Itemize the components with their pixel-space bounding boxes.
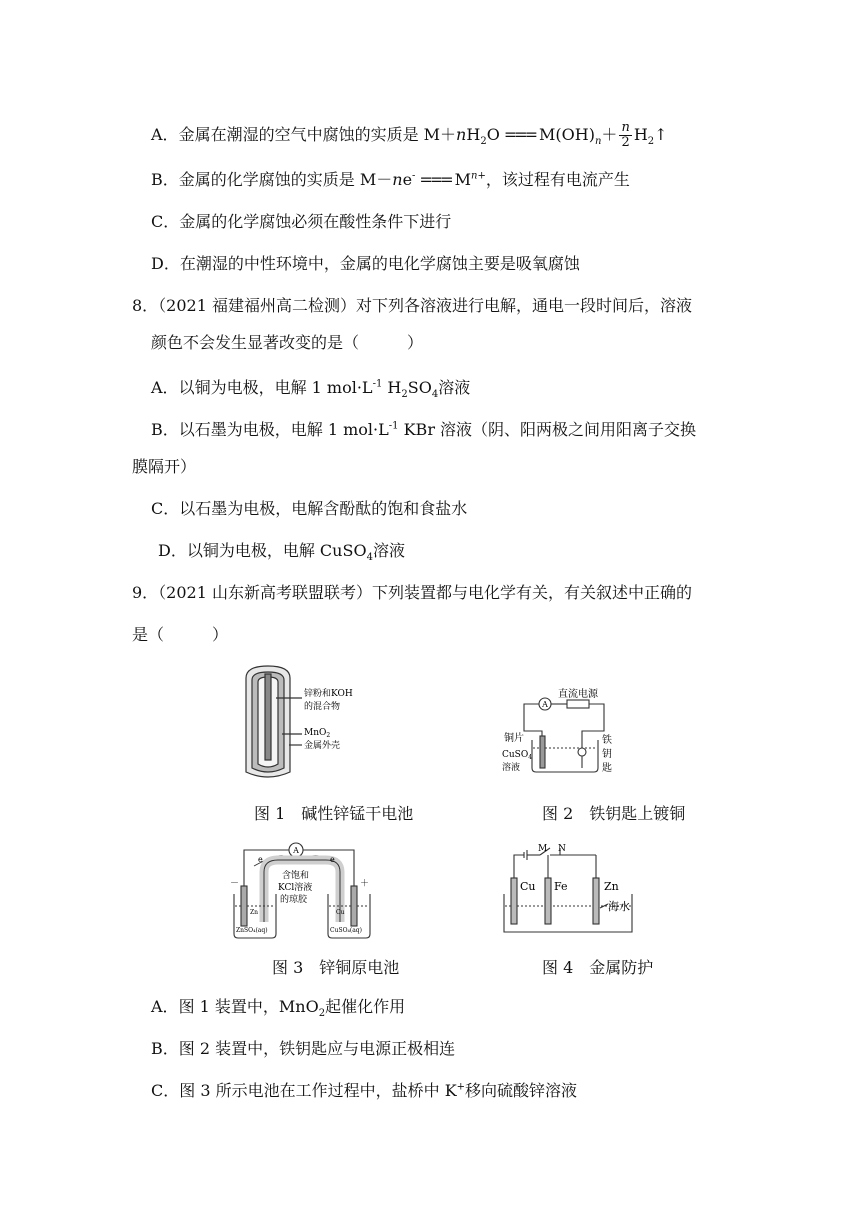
formula-n: n xyxy=(456,125,467,144)
figure-1-label-mno2: MnO$_2$ xyxy=(304,728,331,739)
figure-2-electroplating xyxy=(496,686,631,781)
formula-n: n xyxy=(392,170,403,189)
q9-stem: 9．（2021 山东新高考联盟联考）下列装置都与电化学有关，有关叙述中正确的 xyxy=(132,583,692,602)
option-text: 以铜为电极，电解 CuSO xyxy=(186,541,367,560)
figure-3-salt-bridge-label: KCl溶液 xyxy=(278,883,313,893)
formula-h2: H xyxy=(633,125,648,144)
option-label: A． xyxy=(151,378,179,397)
option-label: B． xyxy=(151,420,179,439)
figure-2-key-label: 匙 xyxy=(602,763,612,774)
formula-sup: - xyxy=(412,170,416,182)
formula-o: O xyxy=(486,125,500,144)
formula-sub: 4 xyxy=(431,389,439,401)
figure-3-electron-label: e xyxy=(258,855,263,864)
figure-1-dry-battery xyxy=(238,664,388,794)
figure-2-caption: 图 2 铁钥匙上镀铜 xyxy=(542,804,686,823)
figure-2-copper-label: 铜片 xyxy=(504,733,524,744)
formula-sub-n: n xyxy=(594,136,602,148)
q7-option-d[interactable] xyxy=(151,253,580,275)
figure-2-key-label: 钥 xyxy=(602,749,612,760)
equals-sign: === xyxy=(503,125,536,144)
figure-3-galvanic-cell xyxy=(220,838,385,943)
option-text: 图 1 装置中，MnO xyxy=(178,997,319,1016)
q8-option-b-continued: 膜隔开） xyxy=(132,457,197,476)
figure-1-label-mixture: 的混合物 xyxy=(304,702,341,712)
q7-option-b[interactable] xyxy=(151,169,630,191)
equals-sign: === xyxy=(419,170,451,189)
figure-3-zinc-label: Zn xyxy=(250,909,259,916)
formula-h: H xyxy=(382,378,402,397)
option-text: 溶液 xyxy=(372,541,405,560)
figure-2-ammeter-label: A xyxy=(542,700,548,709)
formula-sub: 2 xyxy=(318,1008,326,1020)
figure-3-electron-label: e xyxy=(330,855,335,864)
option-text: 以铜为电极，电解 1 mol·L xyxy=(178,378,373,397)
formula-h: H xyxy=(466,125,481,144)
q8-option-c[interactable] xyxy=(151,498,467,520)
formula-sub: 4 xyxy=(366,552,373,564)
formula-so: SO xyxy=(407,378,432,397)
figure-3-caption: 图 3 锌铜原电池 xyxy=(272,958,400,977)
figure-1-label-zinc-koh: 锌粉和KOH xyxy=(304,689,353,699)
figure-3-salt-bridge-label: 的琼胶 xyxy=(280,895,308,905)
figure-4-switch-n-label: N xyxy=(558,844,566,854)
option-label: D． xyxy=(158,541,187,560)
formula-moh: M(OH) xyxy=(539,125,595,144)
figure-1-label-shell: 金属外壳 xyxy=(304,741,341,751)
figure-2-solution-label-2: 溶液 xyxy=(502,763,521,773)
figure-3-ammeter-label: A xyxy=(293,846,299,855)
figure-3-zinc-solution-label: ZnSO₄(aq) xyxy=(236,927,268,934)
q8-stem: 8．（2021 福建福州高二检测）对下列各溶液进行电解，通电一段时间后，溶液 xyxy=(132,296,692,315)
option-label: D． xyxy=(151,254,180,273)
figure-3-copper-label: Cu xyxy=(336,909,345,916)
figure-4-seawater-label: 海水 xyxy=(608,900,630,913)
figure-3-positive-label: ＋ xyxy=(360,879,370,889)
figure-4-metal-protection xyxy=(500,838,640,938)
option-label: B． xyxy=(151,1039,179,1058)
q9-option-c[interactable] xyxy=(151,1080,577,1102)
figure-2-power-label: 直流电源 xyxy=(558,689,598,700)
gas-arrow: ↑ xyxy=(654,125,668,144)
option-text: 金属的化学腐蚀的实质是 M－ xyxy=(178,170,393,189)
figure-1-caption: 图 1 碱性锌锰干电池 xyxy=(254,804,414,823)
option-text: 以石墨为电极，电解含酚酞的饱和食盐水 xyxy=(179,499,468,518)
option-label: C． xyxy=(151,212,180,231)
formula-sub: 2 xyxy=(647,136,655,148)
formula-e: e xyxy=(402,170,413,189)
figure-3-negative-label: － xyxy=(230,879,240,889)
option-text: 图 3 所示电池在工作过程中，盐桥中 K xyxy=(179,1081,457,1100)
formula-sup: -1 xyxy=(372,378,383,390)
option-text: KBr 溶液（阴、阳两极之间用阳离子交换 xyxy=(398,420,697,439)
option-text: 金属在潮湿的空气中腐蚀的实质是 M＋ xyxy=(178,125,457,144)
option-label: A． xyxy=(151,125,179,144)
option-text: 起催化作用 xyxy=(325,997,406,1016)
formula-m: M xyxy=(454,170,472,189)
option-label: C． xyxy=(151,1081,180,1100)
fraction-numerator: n xyxy=(621,120,630,135)
q9-stem-continued: 是（ ） xyxy=(132,625,229,644)
formula-sup: + xyxy=(456,1081,466,1093)
figure-4-iron-label: Fe xyxy=(554,880,568,893)
figure-3-copper-solution-label: CuSO₄(aq) xyxy=(330,927,362,934)
figure-4-switch-m-label: M xyxy=(538,844,548,854)
option-text: ，该过程有电流产生 xyxy=(485,170,630,189)
formula-sup: -1 xyxy=(388,420,399,432)
q8-stem-continued: 颜色不会发生显著改变的是（ ） xyxy=(151,333,424,352)
option-text: 金属的化学腐蚀必须在酸性条件下进行 xyxy=(179,212,452,231)
figure-2-key-label: 铁 xyxy=(602,735,612,746)
q9-option-b[interactable] xyxy=(151,1038,455,1060)
formula-sup: n+ xyxy=(471,170,486,182)
option-text: 图 2 装置中，铁钥匙应与电源正极相连 xyxy=(178,1039,456,1058)
option-label: A． xyxy=(151,997,179,1016)
q7-option-c[interactable] xyxy=(151,211,451,233)
q8-option-b[interactable] xyxy=(151,419,696,441)
figure-4-zinc-label: Zn xyxy=(604,880,619,893)
plus-sign: ＋ xyxy=(601,125,618,144)
option-text: 溶液 xyxy=(438,378,471,397)
fraction xyxy=(619,121,631,150)
figure-3-salt-bridge-label: 含饱和 xyxy=(282,871,310,881)
figure-2-solution-label: CuSO$_4$ xyxy=(502,750,533,761)
option-text: 以石墨为电极，电解 1 mol·L xyxy=(178,420,389,439)
q8-option-a[interactable] xyxy=(151,377,470,399)
option-text: 在潮湿的中性环境中，金属的电化学腐蚀主要是吸氧腐蚀 xyxy=(179,254,580,273)
formula-sub: 2 xyxy=(480,136,487,148)
figure-4-copper-label: Cu xyxy=(520,880,536,893)
option-label: B． xyxy=(151,170,179,189)
fraction-denominator: 2 xyxy=(621,135,630,150)
q8-option-d[interactable] xyxy=(158,540,405,562)
option-label: C． xyxy=(151,499,180,518)
option-text: 移向硫酸锌溶液 xyxy=(465,1081,578,1100)
q7-option-a[interactable] xyxy=(151,121,668,150)
figure-4-caption: 图 4 金属防护 xyxy=(542,958,654,977)
formula-sub: 2 xyxy=(401,389,408,401)
q9-option-a[interactable] xyxy=(151,996,405,1018)
